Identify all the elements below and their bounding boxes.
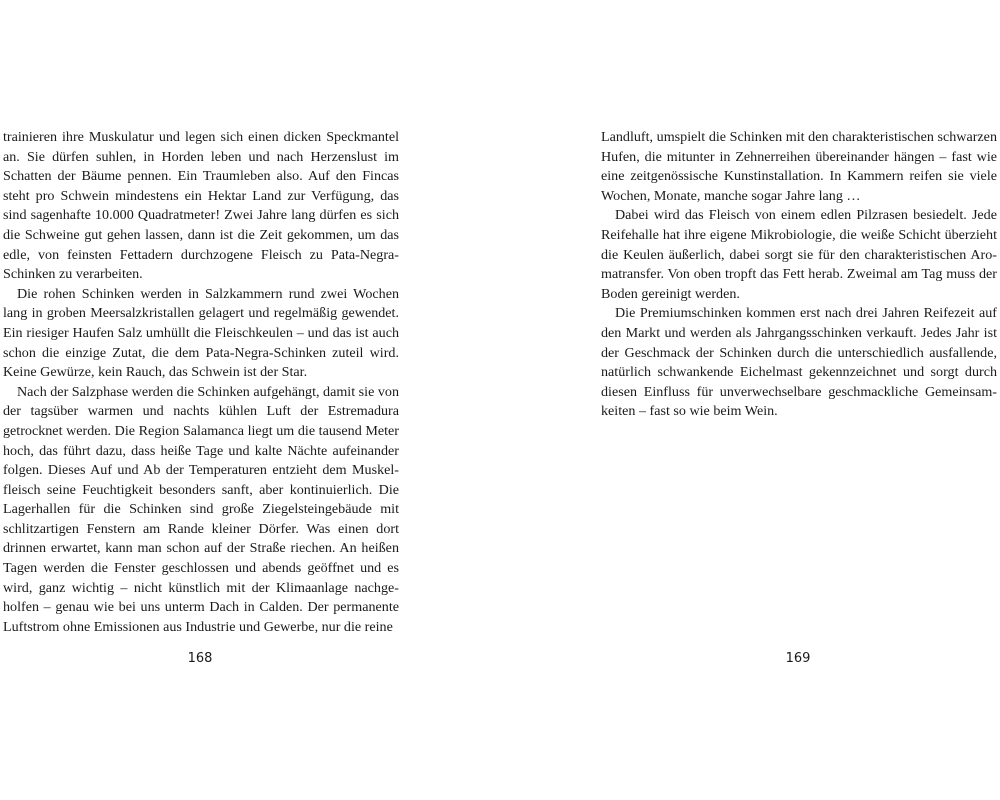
paragraph: Landluft, umspielt die Schinken mit den charakteristischen schwarzen Hufen, die mitunter in Zehnerreihen übereinander hängen – fast wie eine zeitgenössische Kunstinstallation. In Kammern reifen sie viele Wochen, Monate, manche sogar Jahre lang … — [601, 129, 997, 204]
page-number: 169 — [785, 651, 811, 666]
paragraph: Dabei wird das Fleisch von einem edlen Pilzrasen besiedelt. Jede Reifehalle hat ihre eigene Mikrobiologie, die weiße Schicht überzieht die Keulen äußerlich, dabei sorgt sie für den charakteristischen Aromatransfer. Von oben tropft das Fett herab. Zweimal am Tag muss der Boden gereinigt werden. — [601, 207, 997, 302]
paragraph: trainieren ihre Muskulatur und legen sich einen dicken Speckmantel an. Sie dürfen suhlen, in Horden leben und nach Herzenslust im Schatten der Bäume pennen. Ein Traumleben also. Auf den Fincas steht pro Schwein mindestens ein Hektar Land zur Verfügung, das sind sagenhafte 10.000 Quadratmeter! Zwei Jahre lang dürfen es sich die Schweine gut gehen lassen, dann ist die Zeit gekommen, um das edle, von feinsten Fettadern durchzogene Fleisch zu Pata-Negra-Schinken zu verarbeiten. — [3, 129, 399, 283]
paragraph: Die Premiumschinken kommen erst nach drei Jahren Reifezeit auf den Markt und werden als Jahrgangsschinken verkauft. Jedes Jahr ist der Geschmack der Schinken durch die unterschiedlich ausfallende, natürlich schwankende Eichelmast gekennzeichnet und sorgt durch diesen Einfluss für unverwechselbare geschmackliche Gemeinsamkeiten – fast so wie beim Wein. — [601, 305, 997, 420]
page-number: 168 — [187, 651, 213, 666]
right-page — [500, 0, 1000, 800]
paragraph: Nach der Salzphase werden die Schinken aufgehängt, damit sie von der tagsüber warmen und nachts kühlen Luft der Estremadura getrocknet werden. Die Region Salamanca liegt um die tausend Meter hoch, das führt dazu, dass heiße Tage und kalte Nächte aufeinander folgen. Dieses Auf und Ab der Temperaturen entzieht dem Muskelfleisch seine Feuchtigkeit besonders sanft, aber kontinuierlich. Die Lagerhallen für die Schinken sind große Ziegelsteingebäude mit schlitzartigen Fenstern am Rande kleiner Dörfer. Was einen dort drinnen erwartet, kann man schon auf der Straße riechen. An heißen Tagen werden die Fenster geschlossen und abends geöffnet und es wird, ganz wichtig – nicht künstlich mit der Klimaanlage nachgeholfen – genau wie bei uns unterm Dach in Calden. Der permanente Luftstrom ohne Emissionen aus Industrie und Gewerbe, nur die reine — [3, 383, 399, 635]
left-page-body — [3, 128, 399, 637]
right-page-body — [601, 128, 997, 422]
paragraph: Die rohen Schinken werden in Salzkammern rund zwei Wochen lang in groben Meersalzkristallen gelagert und regelmäßig gewendet. Ein riesiger Haufen Salz umhüllt die Fleischkeulen – und das ist auch schon die einzige Zutat, die dem Pata-Negra-Schinken zuteil wird. Keine Gewürze, kein Rauch, das Schwein ist der Star. — [3, 285, 399, 381]
